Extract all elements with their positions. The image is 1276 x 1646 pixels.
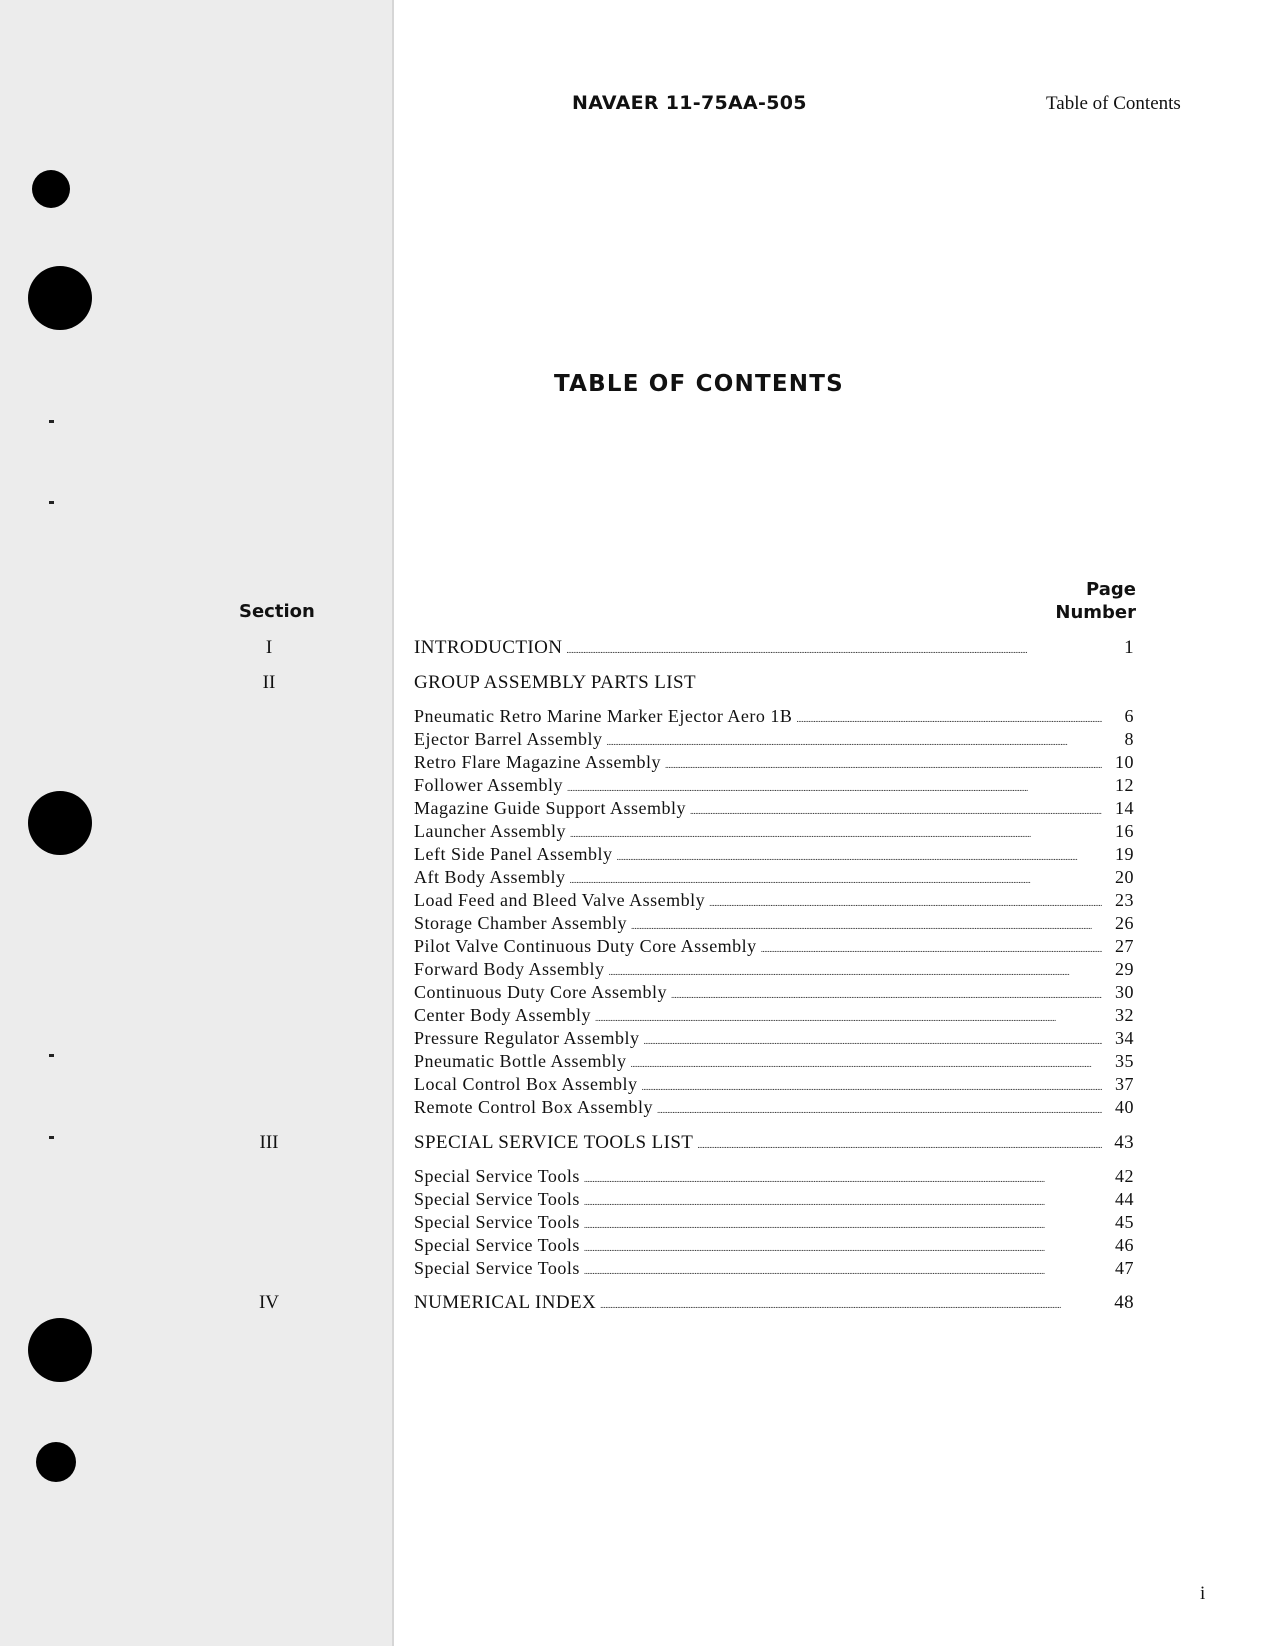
binder-hole	[36, 1442, 76, 1482]
toc-entry-title: Magazine Guide Support Assembly	[414, 798, 686, 818]
toc-entry[interactable]	[414, 1189, 1134, 1211]
dot-leader	[657, 1097, 1102, 1118]
toc-entry-title: Launcher Assembly	[414, 821, 566, 841]
toc-entry-page: 10	[1115, 752, 1134, 772]
binder-hole	[32, 170, 70, 208]
page-title: TABLE OF CONTENTS	[554, 371, 844, 397]
page-number-column-heading	[1046, 578, 1136, 624]
toc-entry-title: Left Side Panel Assembly	[414, 844, 613, 864]
toc-entry[interactable]	[414, 890, 1134, 912]
toc-entry-title: Storage Chamber Assembly	[414, 913, 627, 933]
dot-leader	[665, 752, 1102, 773]
toc-entry-page: 35	[1115, 1051, 1134, 1071]
toc-entry-page: 47	[1115, 1258, 1134, 1278]
toc-entry-title: Special Service Tools	[414, 1235, 580, 1255]
toc-entry-page: 48	[1114, 1292, 1134, 1313]
margin-mark	[49, 1054, 54, 1057]
toc-entry-page: 26	[1115, 913, 1134, 933]
dot-leader	[584, 1212, 1102, 1233]
dot-leader	[606, 729, 1102, 750]
toc-entry[interactable]	[414, 1212, 1134, 1234]
margin-mark	[49, 501, 54, 504]
toc-entry[interactable]	[414, 1005, 1134, 1027]
toc-entry-title: Aft Body Assembly	[414, 867, 566, 887]
toc-entry-title: Continuous Duty Core Assembly	[414, 982, 668, 1002]
binder-hole	[28, 791, 92, 855]
page-heading-line2: Number	[1055, 602, 1136, 623]
toc-entry-title: Forward Body Assembly	[414, 959, 605, 979]
toc-entry-page: 19	[1115, 844, 1134, 864]
toc-entry[interactable]	[414, 959, 1134, 981]
toc-entry[interactable]	[414, 1235, 1134, 1257]
section-column-heading: Section	[239, 601, 315, 622]
margin-mark	[49, 1136, 54, 1139]
dot-leader	[584, 1235, 1102, 1256]
toc-entry[interactable]	[414, 867, 1134, 889]
toc-entry-page: 45	[1115, 1212, 1134, 1232]
dot-leader	[642, 1074, 1103, 1095]
toc-entry-title: NUMERICAL INDEX	[414, 1292, 597, 1313]
toc-entry[interactable]	[414, 798, 1134, 820]
toc-entry-title: Special Service Tools	[414, 1258, 580, 1278]
toc-entry-title: Pneumatic Bottle Assembly	[414, 1051, 627, 1071]
dot-leader	[643, 1028, 1102, 1049]
toc-entry[interactable]	[414, 1074, 1134, 1096]
dot-leader	[595, 1005, 1102, 1026]
toc-entry[interactable]	[414, 1028, 1134, 1050]
dot-leader	[761, 936, 1102, 957]
toc-entry[interactable]	[414, 982, 1134, 1004]
toc-entry-page: 12	[1115, 775, 1134, 795]
toc-entry[interactable]	[414, 1051, 1134, 1073]
toc-entry-page: 30	[1115, 982, 1134, 1002]
toc-entry-page: 32	[1115, 1005, 1134, 1025]
toc-entry-title: Local Control Box Assembly	[414, 1074, 638, 1094]
toc-entry-page: 40	[1115, 1097, 1134, 1117]
toc-entry[interactable]	[414, 1292, 1134, 1314]
toc-entry[interactable]	[414, 637, 1134, 659]
toc-entry[interactable]	[414, 1166, 1134, 1188]
toc-entry-page: 14	[1115, 798, 1134, 818]
toc-entry[interactable]	[414, 1258, 1134, 1280]
toc-entry[interactable]	[414, 1132, 1134, 1154]
toc-entry-title: Pneumatic Retro Marine Marker Ejector Aero 1B	[414, 706, 793, 726]
toc-entry[interactable]	[414, 936, 1134, 958]
toc-entry[interactable]	[414, 844, 1134, 866]
dot-leader	[600, 1292, 1102, 1314]
toc-entry-title: Ejector Barrel Assembly	[414, 729, 603, 749]
toc-entry-page: 29	[1115, 959, 1134, 979]
toc-entry-title: Retro Flare Magazine Assembly	[414, 752, 661, 772]
section-number: I	[265, 637, 273, 658]
toc-entry-page: 34	[1115, 1028, 1134, 1048]
dot-leader	[566, 637, 1102, 659]
toc-entry-page: 44	[1115, 1189, 1134, 1209]
toc-entry-title: INTRODUCTION	[414, 637, 563, 658]
margin-mark	[49, 420, 54, 423]
running-head: Table of Contents	[1046, 93, 1181, 114]
toc-entry-page: 16	[1115, 821, 1134, 841]
dot-leader	[690, 798, 1102, 819]
toc-entry-title: Center Body Assembly	[414, 1005, 591, 1025]
toc-entry-title: Remote Control Box Assembly	[414, 1097, 654, 1117]
page-edge	[392, 0, 394, 1646]
toc-entry-page: 42	[1115, 1166, 1134, 1186]
toc-entry[interactable]	[414, 1097, 1134, 1119]
section-number: II	[262, 672, 276, 693]
toc-entry-page: 46	[1115, 1235, 1134, 1255]
toc-section-heading[interactable]: GROUP ASSEMBLY PARTS LIST	[414, 672, 697, 693]
document-number: NAVAER 11-75AA-505	[572, 92, 807, 114]
dot-leader	[570, 867, 1102, 888]
toc-entry-page: 6	[1124, 706, 1134, 726]
dot-leader	[631, 1051, 1103, 1072]
binder-hole	[28, 266, 92, 330]
toc-entry[interactable]	[414, 775, 1134, 797]
toc-entry-title: Special Service Tools	[414, 1166, 580, 1186]
toc-entry-page: 1	[1124, 637, 1134, 658]
toc-entry[interactable]	[414, 821, 1134, 843]
toc-entry-title: SPECIAL SERVICE TOOLS LIST	[414, 1132, 694, 1153]
dot-leader	[631, 913, 1102, 934]
toc-entry[interactable]	[414, 729, 1134, 751]
toc-entry-title: Special Service Tools	[414, 1189, 580, 1209]
dot-leader	[567, 775, 1102, 796]
dot-leader	[697, 1132, 1102, 1154]
toc-entry-title: Pilot Valve Continuous Duty Core Assembly	[414, 936, 757, 956]
toc-entry-title: Pressure Regulator Assembly	[414, 1028, 640, 1048]
toc-entry[interactable]	[414, 706, 1134, 728]
dot-leader	[609, 959, 1103, 980]
toc-entry-page: 27	[1115, 936, 1134, 956]
dot-leader	[671, 982, 1102, 1003]
dot-leader	[709, 890, 1102, 911]
binder-hole	[28, 1318, 92, 1382]
toc-entry-page: 37	[1115, 1074, 1134, 1094]
dot-leader	[584, 1189, 1102, 1210]
toc-entry-title: Load Feed and Bleed Valve Assembly	[414, 890, 706, 910]
toc-entry-page: 23	[1115, 890, 1134, 910]
toc-entry-page: 8	[1124, 729, 1134, 749]
toc-entry[interactable]	[414, 752, 1134, 774]
dot-leader	[796, 706, 1102, 727]
dot-leader	[584, 1166, 1102, 1187]
toc-entry-page: 43	[1114, 1132, 1134, 1153]
toc-entry-title: Special Service Tools	[414, 1212, 580, 1232]
dot-leader	[570, 821, 1102, 842]
dot-leader	[616, 844, 1102, 865]
section-number: III	[259, 1132, 279, 1153]
page-folio: i	[1200, 1583, 1206, 1604]
toc-entry-page: 20	[1115, 867, 1134, 887]
section-number: IV	[258, 1292, 280, 1313]
page-heading-line1: Page	[1086, 579, 1136, 600]
toc-entry[interactable]	[414, 913, 1134, 935]
toc-entry-title: Follower Assembly	[414, 775, 564, 795]
dot-leader	[584, 1258, 1102, 1279]
